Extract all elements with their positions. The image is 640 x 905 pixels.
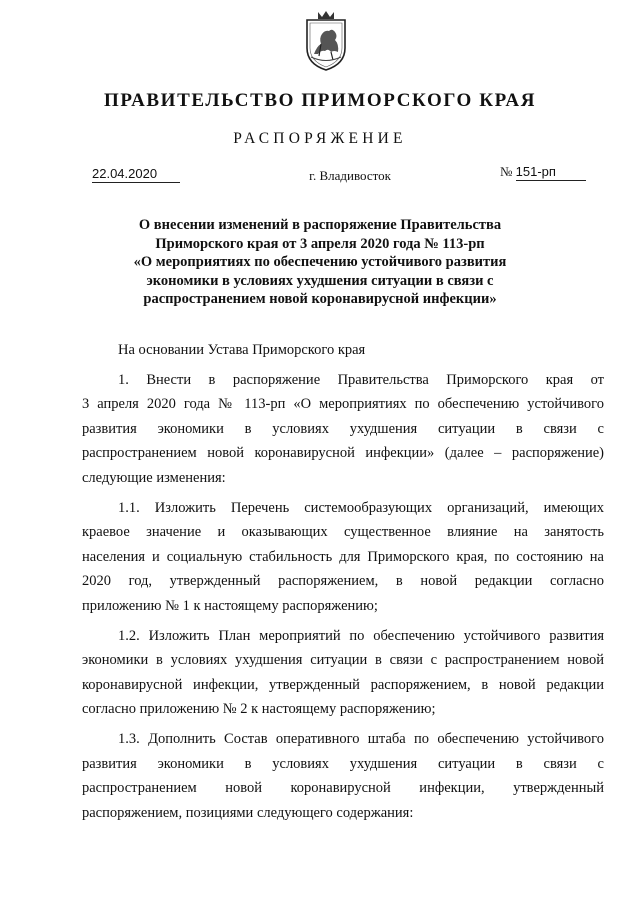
body-line: 1.1. Изложить Перечень системообразующих организаций, имеющих xyxy=(118,499,604,516)
body-line: распространением новой коронавирусной инфекции» (далее – распоряжение) xyxy=(82,445,604,462)
number-sign: № xyxy=(500,164,513,179)
body-line: экономики в условиях ухудшения ситуации в связи с распространением новой xyxy=(82,652,604,669)
document-number xyxy=(500,164,586,181)
body-line: 1. Внести в распоряжение Правительства Приморского края от xyxy=(118,371,604,388)
document-city: г. Владивосток xyxy=(309,168,391,183)
body-line: 3 апреля 2020 года № 113-рп «О мероприятиях по обеспечению устойчивого xyxy=(82,396,604,413)
government-title: ПРАВИТЕЛЬСТВО ПРИМОРСКОГО КРАЯ xyxy=(103,90,537,111)
title-line: О внесении изменений в распоряжение Правительства xyxy=(138,217,502,233)
body-line: 1.3. Дополнить Состав оперативного штаба по обеспечению устойчивого xyxy=(118,730,604,747)
body-line: распространением новой коронавирусной инфекции, утвержденный xyxy=(82,780,604,797)
body-line: развития экономики в условиях ухудшения ситуации в связи с xyxy=(82,420,604,437)
title-line: Приморского края от 3 апреля 2020 года № 113-рп xyxy=(155,235,485,252)
document-title xyxy=(110,216,530,309)
coat-of-arms-emblem xyxy=(301,10,351,72)
document-date: 22.04.2020 xyxy=(92,166,180,183)
body-line: На основании Устава Приморского края xyxy=(118,342,366,358)
body-line: населения и социальную стабильность для Приморского края, по состоянию на xyxy=(82,548,604,565)
body-line: 2020 год, утвержденный распоряжением, в новой редакции согласно xyxy=(82,573,604,590)
title-line: экономики в условиях ухудшения ситуации в связи с xyxy=(146,272,494,289)
title-line: распространением новой коронавирусной инфекции» xyxy=(143,291,497,307)
document-body xyxy=(82,338,604,825)
body-line: следующие изменения: xyxy=(82,469,226,486)
number-value: 151-рп xyxy=(516,164,586,181)
body-line: 1.2. Изложить План мероприятий по обеспечению устойчивого развития xyxy=(118,627,604,644)
body-line: развития экономики в условиях ухудшения ситуации в связи с xyxy=(82,755,604,772)
title-line: «О мероприятиях по обеспечению устойчивого развития xyxy=(133,254,507,270)
body-line: приложению № 1 к настоящему распоряжению; xyxy=(82,597,378,614)
body-line: краевое значение и оказывающих существенное влияние на занятость xyxy=(82,524,604,541)
body-line: распоряжением, позициями следующего содержания: xyxy=(82,804,414,821)
body-line: коронавирусной инфекции, утвержденный распоряжением, в новой редакции xyxy=(82,676,604,693)
document-type: РАСПОРЯЖЕНИЕ xyxy=(233,130,407,147)
body-line: согласно приложению № 2 к настоящему распоряжению; xyxy=(82,701,436,718)
